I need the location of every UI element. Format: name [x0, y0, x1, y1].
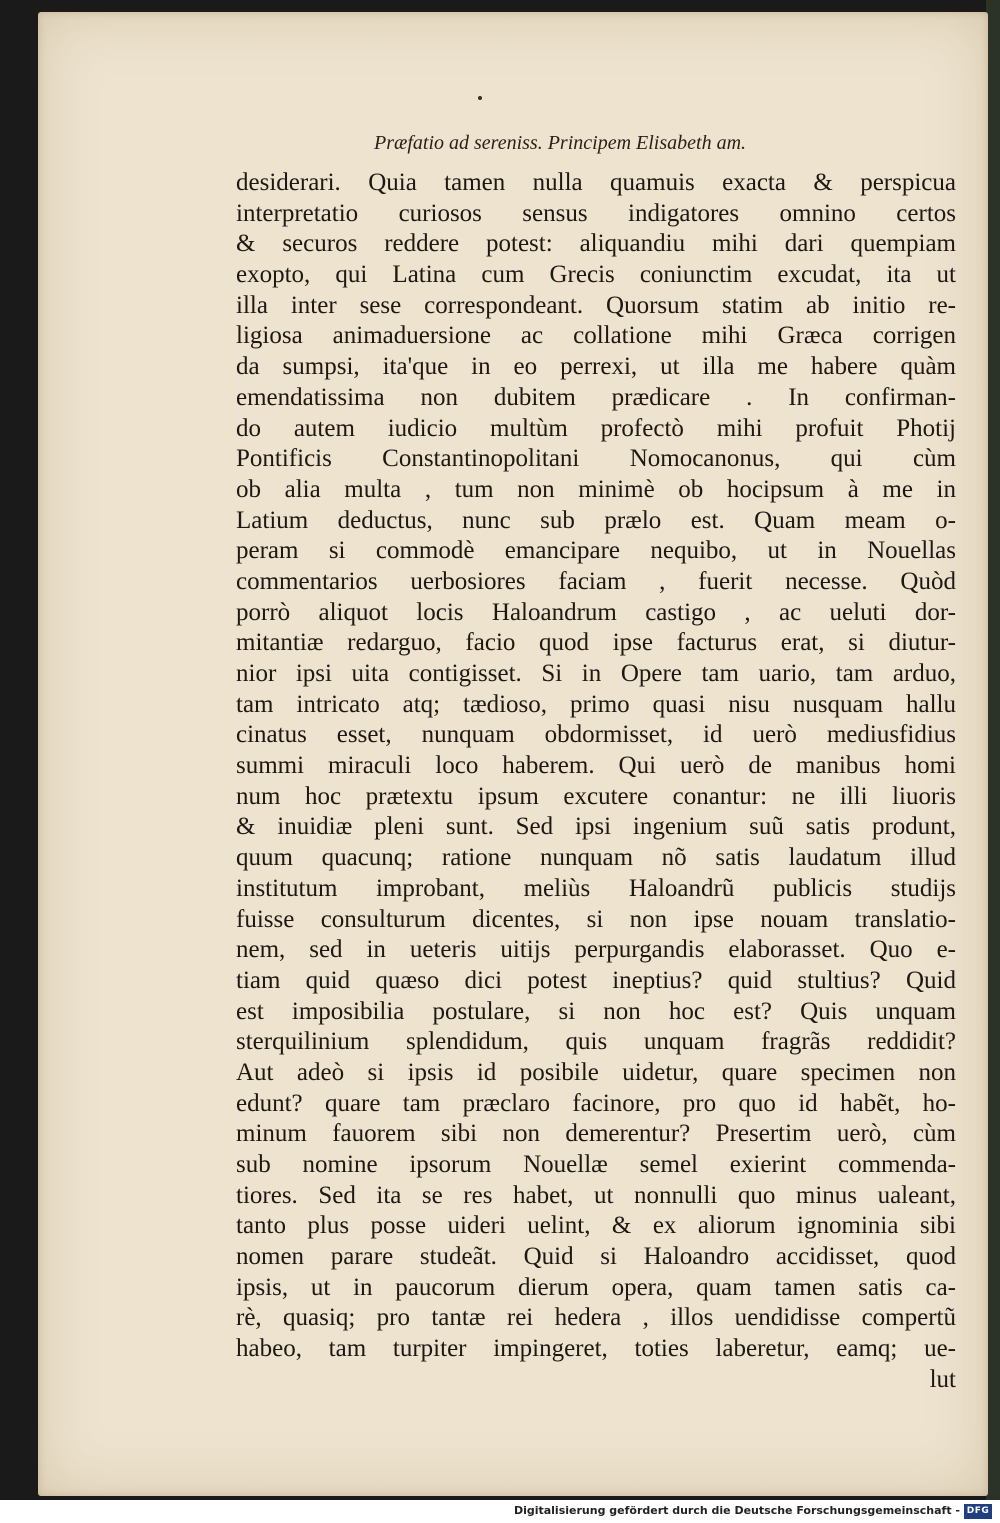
text-line: & inuidiæ pleni sunt. Sed ipsi ingenium suũ satis produnt,	[236, 813, 956, 841]
text-line: do autem iudicio multùm profectò mihi profuit Photij	[236, 414, 956, 442]
dfg-logo-icon: DFG	[964, 1504, 992, 1519]
text-line: Pontificis Constantinopolitani Nomocanonus, qui cùm	[236, 445, 956, 473]
text-line: Aut adeò si ipsis id posibile uidetur, quare specimen non	[236, 1058, 956, 1086]
page-mark	[478, 96, 482, 100]
text-line: commentarios uerbosiores faciam , fuerit necesse. Quòd	[236, 567, 956, 595]
footer-credit: Digitalisierung gefördert durch die Deutsche Forschungsgemeinschaft -	[513, 1504, 960, 1517]
text-line: mitantiæ redarguo, facio quod ipse facturus erat, si diutur-	[236, 629, 956, 657]
text-line: sterquilinium splendidum, quis unquam fragrãs reddidit?	[236, 1028, 956, 1056]
text-line: tanto plus posse uideri uelint, & ex aliorum ignominia sibi	[236, 1212, 956, 1240]
text-line: num hoc prætextu ipsum excutere conantur: ne illi liuoris	[236, 782, 956, 810]
text-line: peram si commodè emancipare nequibo, ut in Nouellas	[236, 537, 956, 565]
text-line: nomen parare studeãt. Quid si Haloandro accidisset, quod	[236, 1243, 956, 1271]
text-line: nem, sed in ueteris uitijs perpurgandis elaborasset. Quo e-	[236, 936, 956, 964]
text-line: exopto, qui Latina cum Grecis coniunctim excudat, ita ut	[236, 261, 956, 289]
running-head: Præfatio ad sereniss. Principem Elisabeth am.	[374, 132, 747, 154]
text-line: edunt? quare tam præclaro facinore, pro quo id habẽt, ho-	[236, 1089, 956, 1117]
text-line: & securos reddere potest: aliquandiu mihi dari quempiam	[236, 230, 956, 258]
text-line: fuisse consulturum dicentes, si non ipse nouam translatio-	[236, 905, 956, 933]
text-line: emendatissima non dubitem prædicare . In confirman-	[236, 383, 956, 411]
text-line: institutum improbant, meliùs Haloandrũ publicis studijs	[236, 874, 956, 902]
text-line: cinatus esset, nunquam obdormisset, id uerò mediusfidius	[236, 721, 956, 749]
text-line: desiderari. Quia tamen nulla quamuis exacta & perspicua	[236, 169, 956, 196]
text-line: interpretatio curiosos sensus indigatores omnino certos	[236, 199, 956, 227]
text-line: tiores. Sed ita se res habet, ut nonnulli quo minus ualeant,	[236, 1181, 956, 1209]
text-line: ligiosa animaduersione ac collatione mihi Græca corrigen	[236, 322, 956, 350]
text-line: lut	[929, 1365, 956, 1393]
text-line: rè, quasiq; pro tantæ rei hedera , illos uendidisse compertũ	[236, 1304, 956, 1332]
text-line: tam intricato atq; tædioso, primo quasi nisu nusquam hallu	[236, 690, 956, 718]
text-line: summi miraculi loco haberem. Qui uerò de manibus homi	[236, 752, 956, 780]
text-line: quum quacunq; ratione nunquam nõ satis laudatum illud	[236, 844, 956, 872]
text-line: porrò aliquot locis Haloandrum castigo , ac ueluti dor-	[236, 598, 956, 626]
book-page	[38, 12, 988, 1496]
binding-edge	[986, 0, 1000, 1500]
text-line: ob alia multa , tum non minimè ob hocipsum à me in	[236, 475, 956, 503]
text-line: est imposibilia postulare, si non hoc est? Quis unquam	[236, 997, 956, 1025]
text-line: tiam quid quæso dici potest ineptius? quid stultius? Quid	[236, 966, 956, 994]
text-line: minum fauorem sibi non demerentur? Presertim uerò, cùm	[236, 1120, 956, 1148]
body-text	[236, 168, 956, 1396]
text-line: da sumpsi, ita'que in eo perrexi, ut illa me habere quàm	[236, 353, 956, 381]
text-line: sub nomine ipsorum Nouellæ semel exierint commenda-	[236, 1151, 956, 1178]
text-line: Latium deductus, nunc sub prælo est. Quam meam o-	[236, 506, 956, 534]
footer-bar	[0, 1500, 1000, 1523]
text-line: nior ipsi uita contigisset. Si in Opere tam uario, tam arduo,	[236, 660, 956, 687]
text-line: illa inter sese correspondeant. Quorsum statim ab initio re-	[236, 291, 956, 319]
text-line: habeo, tam turpiter impingeret, toties laberetur, eamq; ue-	[236, 1335, 956, 1363]
text-line: ipsis, ut in paucorum dierum opera, quam tamen satis ca-	[236, 1273, 956, 1301]
